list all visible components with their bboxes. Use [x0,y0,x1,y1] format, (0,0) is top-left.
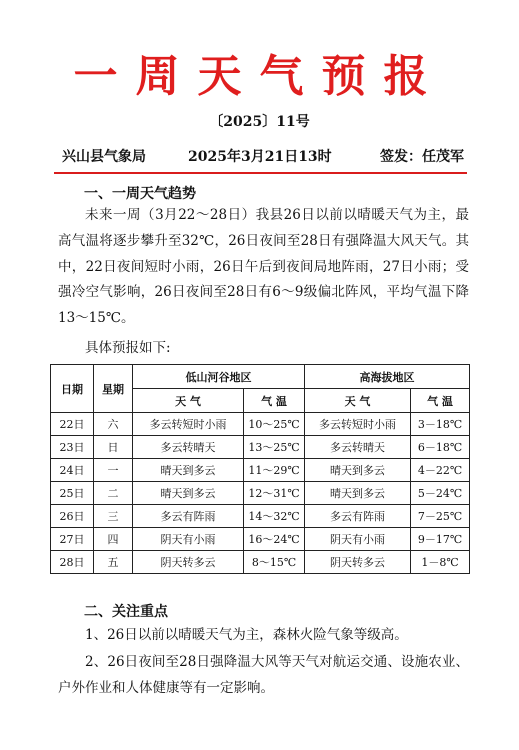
cell-low-temp: 16～24℃ [244,528,305,551]
cell-week: 五 [94,551,133,574]
section2-item-2: 2、26日夜间至28日强降温大风等天气对航运交通、设施农业、户外作业和人体健康等有一定影响。 [58,654,469,696]
section1-heading: 一、一周天气趋势 [84,186,196,202]
issuing-organization: 兴山县气象局 [62,149,146,165]
header-week: 星期 [94,365,133,413]
section2-item-1: 1、26日以前以晴暖天气为主，森林火险气象等级高。 [85,627,408,643]
cell-low-weather: 晴天到多云 [133,459,244,482]
cell-week: 日 [94,436,133,459]
forecast-table [50,364,470,574]
cell-high-temp: 5－24℃ [411,482,470,505]
cell-week: 一 [94,459,133,482]
cell-low-weather: 多云转晴天 [133,436,244,459]
table-row [51,551,470,574]
table-row [51,482,470,505]
cell-low-weather: 晴天到多云 [133,482,244,505]
cell-date: 27日 [51,528,94,551]
cell-date: 23日 [51,436,94,459]
table-row [51,505,470,528]
header-high-weather: 天 气 [305,389,411,413]
signer: 签发：任茂军 [380,149,464,165]
header-low-weather: 天 气 [133,389,244,413]
cell-high-temp: 7－25℃ [411,505,470,528]
header-low-temp: 气 温 [244,389,305,413]
section2-heading: 二、关注重点 [84,604,168,620]
cell-date: 24日 [51,459,94,482]
header-low-area: 低山河谷地区 [133,365,305,389]
cell-low-temp: 13～25℃ [244,436,305,459]
cell-low-temp: 12～31℃ [244,482,305,505]
section1-paragraph: 未来一周（3月22～28日）我县26日以前以晴暖天气为主，最高气温将逐步攀升至32℃，26日夜间至28日有强降温大风天气。其中，22日夜间短时小雨，26日午后到夜间局地阵雨，27日小雨；受强冷空气影响，26日夜间至28日有6～9级偏北阵风，平均气温下降13～15℃。 [58,207,469,327]
document-title: 一周天气预报 [73,51,446,102]
cell-high-weather: 多云转晴天 [305,436,411,459]
cell-high-weather: 晴天到多云 [305,482,411,505]
cell-high-weather: 多云转短时小雨 [305,413,411,436]
cell-high-temp: 6－18℃ [411,436,470,459]
table-row [51,436,470,459]
cell-low-weather: 阴天有小雨 [133,528,244,551]
cell-low-weather: 阴天转多云 [133,551,244,574]
cell-high-weather: 阴天有小雨 [305,528,411,551]
cell-week: 四 [94,528,133,551]
header-high-area: 高海拔地区 [305,365,470,389]
table-row [51,459,470,482]
cell-low-weather: 多云转短时小雨 [133,413,244,436]
cell-high-temp: 4－22℃ [411,459,470,482]
cell-low-temp: 11～29℃ [244,459,305,482]
cell-high-temp: 1－8℃ [411,551,470,574]
cell-high-weather: 多云有阵雨 [305,505,411,528]
cell-low-temp: 14～32℃ [244,505,305,528]
header-divider [54,172,467,174]
cell-date: 28日 [51,551,94,574]
table-intro: 具体预报如下: [85,340,171,356]
table-row [51,528,470,551]
table-row [51,413,470,436]
cell-low-temp: 10～25℃ [244,413,305,436]
issue-number: 〔2025〕11号 [209,114,310,130]
cell-low-temp: 8～15℃ [244,551,305,574]
header-date: 日期 [51,365,94,413]
cell-low-weather: 多云有阵雨 [133,505,244,528]
issue-datetime: 2025年3月21日13时 [188,149,332,165]
cell-high-weather: 阴天转多云 [305,551,411,574]
cell-date: 26日 [51,505,94,528]
cell-high-temp: 9－17℃ [411,528,470,551]
cell-high-temp: 3－18℃ [411,413,470,436]
cell-high-weather: 晴天到多云 [305,459,411,482]
cell-date: 22日 [51,413,94,436]
cell-week: 三 [94,505,133,528]
cell-date: 25日 [51,482,94,505]
header-high-temp: 气 温 [411,389,470,413]
cell-week: 二 [94,482,133,505]
cell-week: 六 [94,413,133,436]
